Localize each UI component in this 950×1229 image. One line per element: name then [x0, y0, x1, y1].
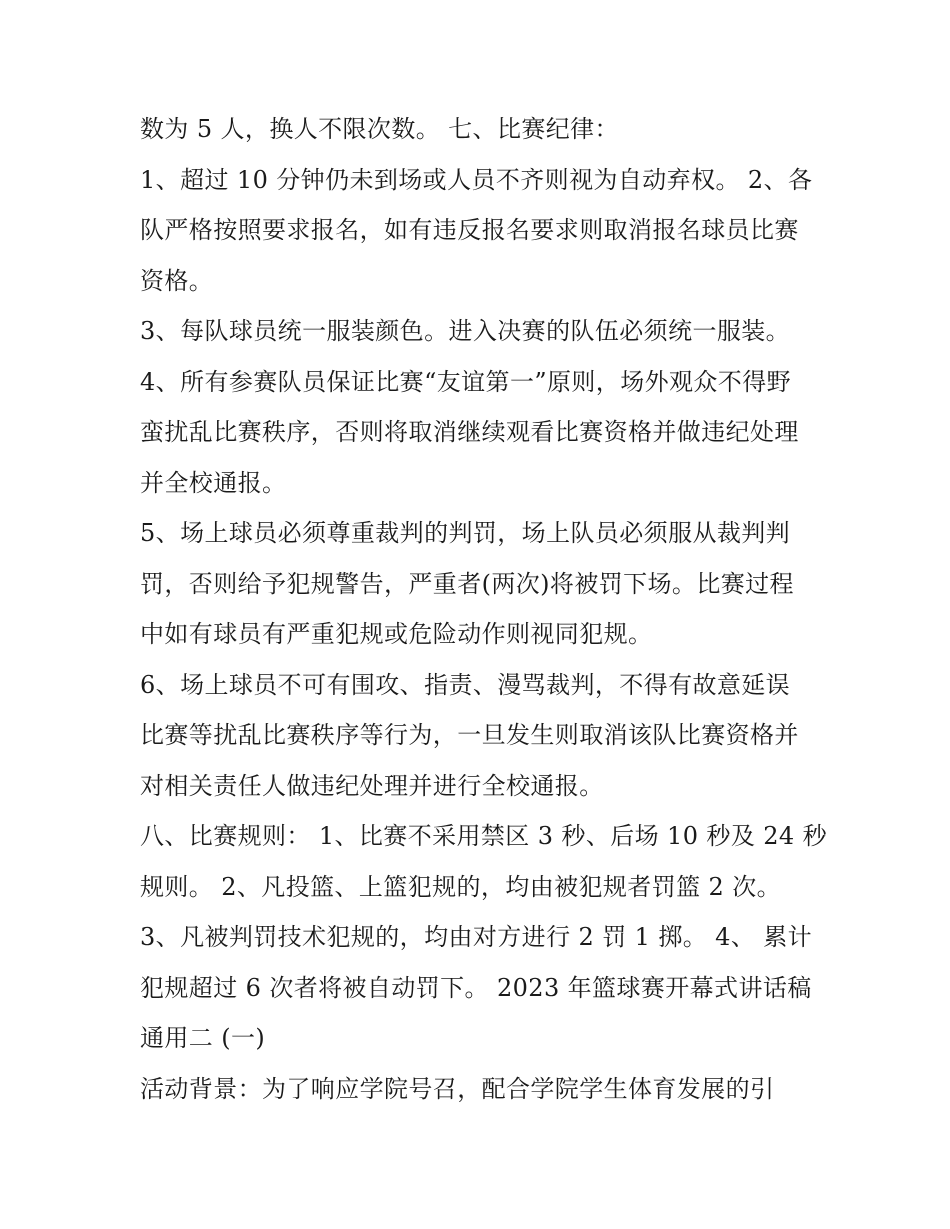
text-line: 3、每队球员统一服装颜色。进入决赛的队伍必须统一服装。 [140, 317, 791, 345]
text-line: 蛮扰乱比赛秩序，否则将取消继续观看比赛资格并做违纪处理 [140, 418, 799, 446]
text-line: 规则。 2、凡投篮、上篮犯规的，均由被犯规者罚篮 2 次。 [140, 872, 782, 901]
text-line: 八、比赛规则： 1、比赛不采用禁区 3 秒、后场 10 秒及 24 秒 [140, 822, 828, 850]
text-line: 中如有球员有严重犯规或危险动作则视同犯规。 [140, 620, 653, 648]
text-line: 通用二 (一) [140, 1024, 266, 1052]
text-line: 活动背景：为了响应学院号召，配合学院学生体育发展的引 [140, 1074, 775, 1103]
text-line: 数为 5 人，换人不限次数。 七、比赛纪律： [140, 115, 619, 143]
text-line: 对相关责任人做违纪处理并进行全校通报。 [140, 771, 604, 800]
text-line: 资格。 [140, 266, 214, 295]
text-line: 4、所有参赛队员保证比赛“友谊第一”原则，场外观众不得野 [140, 367, 792, 396]
document-body [140, 104, 828, 1114]
text-line: 队严格按照要求报名，如有违反报名要求则取消报名球员比赛 [140, 216, 799, 244]
text-line: 5、场上球员必须尊重裁判的判罚，场上队员必须服从裁判判 [140, 519, 791, 547]
text-line: 罚，否则给予犯规警告，严重者(两次)将被罚下场。比赛过程 [140, 569, 794, 598]
text-line: 比赛等扰乱比赛秩序等行为，一旦发生则取消该队比赛资格并 [140, 721, 799, 749]
text-line: 6、场上球员不可有围攻、指责、漫骂裁判，不得有故意延误 [140, 670, 791, 699]
text-line: 犯规超过 6 次者将被自动罚下。 2023 年篮球赛开幕式讲话稿 [140, 973, 812, 1002]
text-line: 1、超过 10 分钟仍未到场或人员不齐则视为自动弃权。 2、各 [140, 165, 813, 194]
text-line: 并全校通报。 [140, 468, 287, 497]
text-line: 3、凡被判罚技术犯规的，均由对方进行 2 罚 1 掷。 4、 累计 [140, 923, 813, 951]
